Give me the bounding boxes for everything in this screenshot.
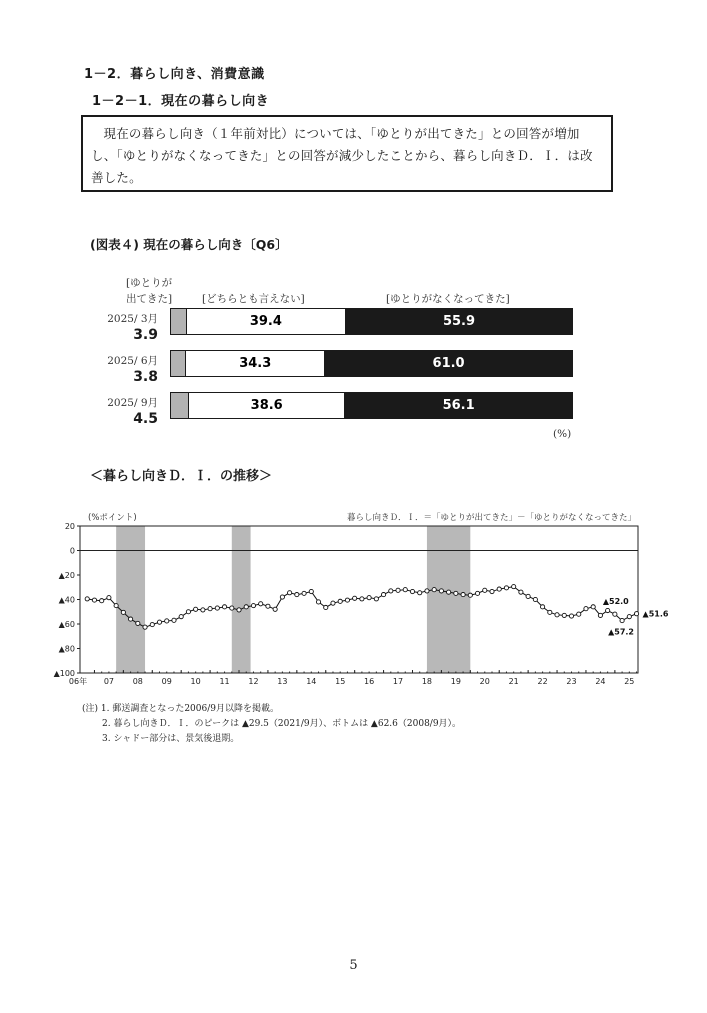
di-point (569, 614, 573, 618)
recession-band (116, 526, 145, 673)
di-point (548, 610, 552, 614)
x-tick-label: 14 (306, 677, 317, 686)
di-point (374, 597, 378, 601)
di-point (114, 604, 118, 608)
x-tick-label: 07 (103, 677, 115, 686)
segment-neutral: 34.3 (186, 351, 325, 376)
notes (82, 702, 461, 747)
di-point (584, 607, 588, 611)
di-point (475, 591, 479, 595)
summary-box: 現在の暮らし向き（１年前対比）については、「ゆとりが出てきた」との回答が増加し、「ゆとりがなくなってきた」との回答が減少したことから、暮らし向きＤ．Ｉ．は改善した。 (81, 115, 613, 192)
di-point (512, 585, 516, 589)
di-chart-title: ＜暮らし向きＤ．Ｉ．の推移＞ (90, 469, 273, 484)
di-point (439, 589, 443, 593)
di-point (519, 590, 523, 594)
di-point (92, 598, 96, 602)
di-point (244, 605, 248, 609)
di-point (280, 595, 284, 599)
di-point (121, 610, 125, 614)
formula-label: 暮らし向きＤ．Ｉ．＝「ゆとりが出てきた」－「ゆとりがなくなってきた」 (346, 513, 636, 523)
stacked-bar (170, 392, 573, 419)
di-point (461, 593, 465, 597)
annotation-label: ▲52.0 (602, 597, 629, 607)
di-point (418, 591, 422, 595)
segment-nakunatta: 61.0 (325, 351, 572, 376)
di-point (454, 591, 458, 595)
di-point (613, 612, 617, 616)
di-point (606, 608, 610, 612)
bar-row-label: 2025/ 9月 (107, 397, 158, 409)
y-tick-label: ▲20 (58, 571, 75, 580)
di-point (157, 620, 161, 624)
recession-band (232, 526, 251, 673)
x-tick-label: 19 (450, 677, 461, 686)
di-point (136, 621, 140, 625)
bar-row-label: 2025/ 6月 (107, 355, 158, 367)
di-point (360, 597, 364, 601)
di-point (215, 606, 219, 610)
di-line-chart (40, 505, 669, 695)
x-tick-label: 08 (132, 677, 143, 686)
y-tick-label: 20 (64, 522, 75, 531)
x-tick-label: 17 (392, 677, 404, 686)
note-1: (注) 1. 郵送調査となった2006/9月以降を掲載。 (82, 704, 279, 714)
segment-yutori (171, 393, 189, 418)
di-point (555, 613, 559, 617)
unit-label: (%) (553, 428, 572, 440)
di-point (331, 601, 335, 605)
di-point (425, 589, 429, 593)
segment-neutral: 38.6 (189, 393, 345, 418)
di-point (627, 615, 631, 619)
di-point (295, 593, 299, 597)
di-point (302, 591, 306, 595)
di-point (165, 619, 169, 623)
x-tick-label: 10 (190, 677, 201, 686)
x-tick-label: 20 (479, 677, 490, 686)
y-tick-label: ▲100 (53, 669, 75, 678)
segment-yutori (171, 351, 186, 376)
di-point (237, 608, 241, 612)
x-tick-label: 18 (421, 677, 433, 686)
segment-neutral: 39.4 (187, 309, 346, 334)
x-tick-label: 12 (248, 677, 259, 686)
x-tick-label: 24 (595, 677, 606, 686)
annotation-label: ▲51.6 (642, 609, 669, 619)
y-tick-label: 0 (69, 546, 75, 556)
header-yutori-line1: [ゆとりが (126, 277, 173, 289)
y-tick-label: ▲40 (58, 595, 75, 605)
stacked-bar (170, 308, 573, 335)
di-point (150, 623, 154, 627)
annotation-label: ▲57.2 (608, 627, 634, 637)
di-point (230, 606, 234, 610)
di-point (107, 596, 111, 600)
x-tick-label: 09 (161, 677, 172, 686)
di-point (201, 608, 205, 612)
x-tick-label: 13 (277, 677, 288, 686)
di-point (396, 588, 400, 592)
bar-row-label: 2025/ 3月 (107, 313, 158, 325)
value-yutori: 4.5 (133, 411, 158, 427)
di-point (208, 607, 212, 611)
y-tick-label: ▲80 (58, 644, 75, 654)
di-point (432, 588, 436, 592)
di-point (562, 613, 566, 617)
di-point (497, 587, 501, 591)
di-point (194, 607, 198, 611)
x-tick-label: 22 (537, 677, 548, 686)
di-point (266, 604, 270, 608)
di-point (483, 588, 487, 592)
header-nakunatta: [ゆとりがなくなってきた] (386, 293, 510, 305)
di-point (338, 599, 342, 603)
di-series-line (87, 587, 636, 628)
figure-title: (図表４) 現在の暮らし向き〔Q6〕 (90, 237, 288, 252)
x-tick-label: 11 (219, 677, 230, 686)
di-point (577, 612, 581, 616)
di-point (367, 596, 371, 600)
di-point (620, 618, 624, 622)
di-point (540, 605, 544, 609)
di-point (634, 612, 638, 616)
value-yutori: 3.8 (133, 369, 158, 385)
di-point (100, 599, 104, 603)
segment-nakunatta: 55.9 (346, 309, 572, 334)
di-point (186, 610, 190, 614)
section-heading: 1－2．暮らし向き、消費意識 (84, 67, 265, 82)
di-point (316, 600, 320, 604)
di-point (353, 596, 357, 600)
di-point (143, 625, 147, 629)
di-point (490, 589, 494, 593)
plot-frame (80, 526, 638, 673)
x-tick-label: 21 (508, 677, 519, 686)
y-tick-label: ▲60 (58, 620, 75, 629)
di-point (179, 615, 183, 619)
di-point (273, 607, 277, 611)
di-point (309, 589, 313, 593)
di-point (345, 598, 349, 602)
segment-yutori (171, 309, 187, 334)
note-3: 3. シャドー部分は、景気後退期。 (102, 734, 240, 744)
header-neutral: [どちらとも言えない] (202, 293, 305, 305)
di-point (128, 617, 132, 621)
segment-nakunatta: 56.1 (345, 393, 572, 418)
page-number: 5 (349, 958, 358, 973)
x-tick-label: 23 (566, 677, 577, 686)
subsection-heading: 1－2－1．現在の暮らし向き (92, 94, 270, 109)
di-point (403, 588, 407, 592)
di-point (222, 605, 226, 609)
di-point (324, 605, 328, 609)
di-point (381, 593, 385, 597)
di-point (410, 589, 414, 593)
di-point (389, 589, 393, 593)
y-axis-label: (%ポイント) (88, 513, 137, 523)
di-point (288, 591, 292, 595)
x-tick-label: 15 (335, 677, 346, 686)
di-point (504, 586, 508, 590)
di-point (85, 597, 89, 601)
di-point (468, 593, 472, 597)
x-tick-label: 25 (624, 677, 635, 686)
note-2: 2. 暮らし向きＤ．Ｉ．のピークは ▲29.5（2021/9月）、ボトムは ▲62.6（2008/9月）。 (102, 719, 462, 729)
di-point (526, 594, 530, 598)
di-point (533, 597, 537, 601)
di-point (251, 604, 255, 608)
di-point (172, 618, 176, 622)
recession-band (427, 526, 470, 673)
di-point (259, 602, 263, 606)
header-yutori-line2: 出てきた] (126, 293, 173, 305)
di-point (447, 590, 451, 594)
value-yutori: 3.9 (133, 327, 158, 343)
di-point (591, 605, 595, 609)
di-point (598, 613, 602, 617)
x-tick-label: 16 (364, 677, 375, 686)
stacked-bar (170, 350, 573, 377)
x-tick-label: 06年 (68, 677, 88, 686)
